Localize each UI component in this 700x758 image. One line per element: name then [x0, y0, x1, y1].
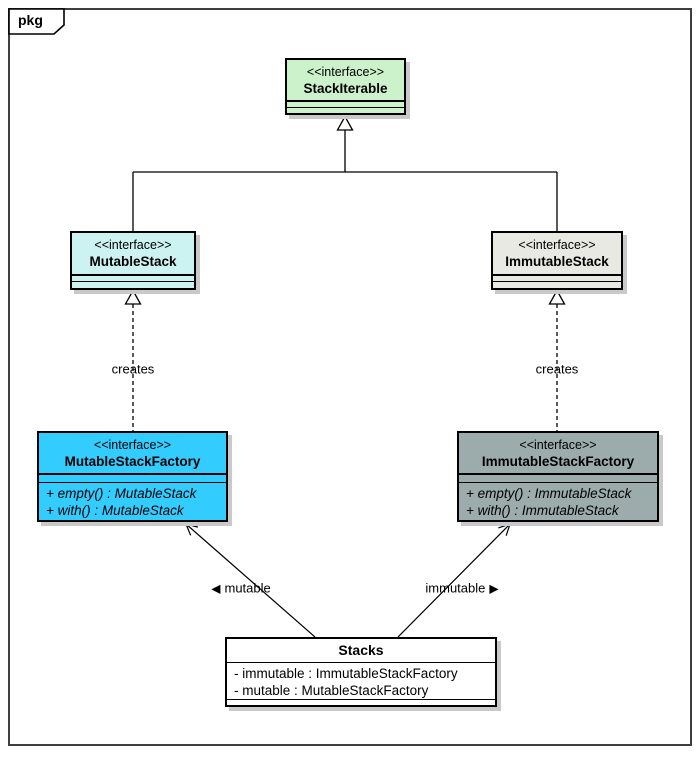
stereotype-label: <<interface>>: [94, 238, 172, 252]
operations-compartment: [39, 482, 226, 520]
right-filled-triangle-icon: ▶: [489, 581, 499, 596]
immutable-association-label: [425, 581, 498, 596]
class-box-immutable-stack-factory: [457, 431, 659, 522]
hollow-triangle-arrowhead-icon: [126, 291, 141, 305]
operation-item: + empty() : ImmutableStack: [466, 486, 632, 501]
class-title: [459, 433, 657, 473]
attributes-compartment-empty: [39, 473, 226, 482]
association-label-text: immutable: [425, 580, 486, 596]
class-box-stacks: [225, 637, 497, 707]
stereotype-label: <<interface>>: [519, 437, 597, 452]
class-name: ImmutableStackFactory: [481, 453, 635, 469]
class-box-immutable-stack: [491, 231, 623, 290]
left-filled-triangle-icon: ◀: [211, 581, 221, 596]
operations-compartment: [459, 482, 657, 520]
association-label-text: mutable: [224, 580, 271, 596]
creates-left-label: creates: [111, 361, 155, 377]
class-name: MutableStackFactory: [64, 453, 201, 469]
class-box-mutable-stack: [70, 231, 196, 290]
class-title: [39, 433, 226, 473]
class-name: MutableStack: [89, 254, 177, 269]
attribute-item: - mutable : MutableStackFactory: [234, 683, 429, 698]
hollow-triangle-arrowhead-icon: [550, 291, 565, 305]
class-title: [493, 233, 621, 274]
generalization-tree-line: [133, 130, 557, 231]
operation-item: + with() : ImmutableStack: [466, 503, 619, 518]
operations-compartment-empty: [227, 699, 495, 705]
class-title: [72, 233, 194, 274]
hollow-triangle-arrowhead-icon: [338, 117, 353, 131]
class-box-stack-iterable: [285, 58, 406, 115]
class-name: Stacks: [338, 642, 384, 658]
stereotype-label: <<interface>>: [518, 238, 596, 252]
attribute-item: - immutable : ImmutableStackFactory: [234, 666, 458, 681]
operations-compartment-empty: [287, 107, 404, 113]
attributes-compartment: [227, 662, 495, 699]
operations-compartment-empty: [493, 281, 621, 288]
class-title: [287, 60, 404, 100]
stereotype-label: <<interface>>: [93, 437, 172, 452]
operations-compartment-empty: [72, 281, 194, 288]
class-box-mutable-stack-factory: [37, 431, 228, 522]
attributes-compartment-empty: [72, 274, 194, 281]
package-name-label: pkg: [18, 12, 43, 28]
attributes-compartment-empty: [493, 274, 621, 281]
mutable-association-label: [211, 581, 270, 596]
operation-item: + with() : MutableStack: [46, 503, 184, 518]
operation-item: + empty() : MutableStack: [46, 486, 197, 501]
creates-right-label: creates: [535, 361, 579, 377]
class-name: ImmutableStack: [505, 254, 609, 269]
attributes-compartment-empty: [459, 473, 657, 482]
class-name: StackIterable: [303, 80, 388, 96]
attributes-compartment-empty: [287, 100, 404, 107]
stereotype-label: <<interface>>: [306, 64, 385, 79]
